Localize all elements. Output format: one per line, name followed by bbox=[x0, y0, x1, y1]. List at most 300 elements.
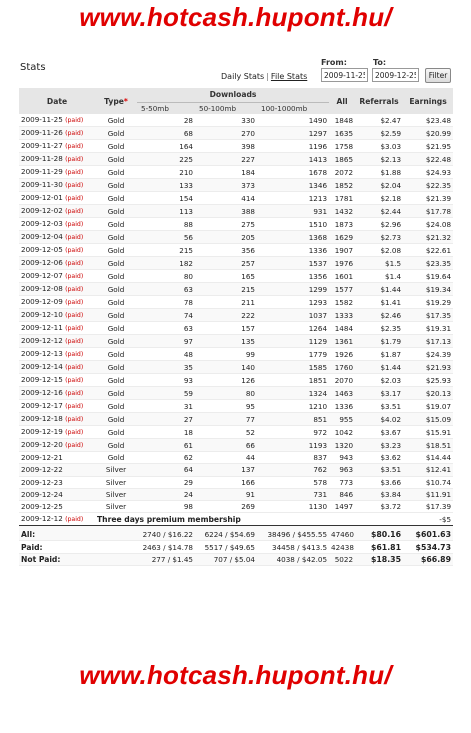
downloads-5-50mb-cell: 225 bbox=[137, 153, 195, 166]
table-row bbox=[19, 426, 453, 439]
row-date: 2009-11-26 bbox=[21, 128, 63, 137]
row-date: 2009-12-12 bbox=[21, 336, 63, 345]
date-cell bbox=[19, 309, 95, 322]
earnings-cell: $24.39 bbox=[403, 348, 453, 361]
paid-badge: (paid) bbox=[65, 117, 84, 124]
type-cell: Gold bbox=[95, 114, 137, 127]
row-date: 2009-11-28 bbox=[21, 154, 63, 163]
file-stats-link[interactable]: File Stats bbox=[270, 72, 308, 81]
downloads-5-50mb-cell: 164 bbox=[137, 140, 195, 153]
table-row bbox=[19, 387, 453, 400]
earnings-cell: $24.08 bbox=[403, 218, 453, 231]
downloads-100-1000mb-cell: 972 bbox=[257, 426, 329, 439]
type-cell: Gold bbox=[95, 257, 137, 270]
downloads-100-1000mb-cell: 1537 bbox=[257, 257, 329, 270]
totals-row-all bbox=[19, 526, 453, 541]
header-5-50mb[interactable]: 5-50mb bbox=[137, 102, 195, 114]
paid-badge: (paid) bbox=[65, 286, 84, 293]
header-all[interactable]: All bbox=[329, 88, 355, 114]
date-cell bbox=[19, 464, 95, 476]
downloads-50-100mb-cell: 157 bbox=[195, 322, 257, 335]
table-row bbox=[19, 400, 453, 413]
referrals-cell: $2.35 bbox=[355, 322, 403, 335]
downloads-50-100mb-cell: 227 bbox=[195, 153, 257, 166]
totals-earnings: $534.73 bbox=[403, 541, 453, 553]
downloads-100-1000mb-cell: 1213 bbox=[257, 192, 329, 205]
referrals-cell: $3.72 bbox=[355, 501, 403, 513]
downloads-100-1000mb-cell: 578 bbox=[257, 476, 329, 488]
all-cell: 1907 bbox=[329, 244, 355, 257]
earnings-cell: $10.74 bbox=[403, 476, 453, 488]
downloads-50-100mb-cell: 77 bbox=[195, 413, 257, 426]
downloads-100-1000mb-cell: 731 bbox=[257, 488, 329, 500]
all-cell: 1635 bbox=[329, 127, 355, 140]
table-row bbox=[19, 244, 453, 257]
paid-badge: (paid) bbox=[65, 312, 84, 319]
type-cell: Silver bbox=[95, 464, 137, 476]
type-cell: Gold bbox=[95, 127, 137, 140]
type-cell: Gold bbox=[95, 374, 137, 387]
downloads-5-50mb-cell: 80 bbox=[137, 270, 195, 283]
table-row bbox=[19, 231, 453, 244]
date-cell bbox=[19, 218, 95, 231]
date-cell bbox=[19, 400, 95, 413]
referrals-cell: $1.87 bbox=[355, 348, 403, 361]
referrals-cell: $2.59 bbox=[355, 127, 403, 140]
special-date-cell: 2009-12-12 (paid) bbox=[19, 513, 95, 526]
downloads-100-1000mb-cell: 1299 bbox=[257, 283, 329, 296]
table-row bbox=[19, 488, 453, 500]
all-cell: 1601 bbox=[329, 270, 355, 283]
type-cell: Gold bbox=[95, 452, 137, 464]
downloads-50-100mb-cell: 205 bbox=[195, 231, 257, 244]
downloads-5-50mb-cell: 215 bbox=[137, 244, 195, 257]
all-cell: 1873 bbox=[329, 218, 355, 231]
downloads-50-100mb-cell: 215 bbox=[195, 283, 257, 296]
earnings-cell: $19.34 bbox=[403, 283, 453, 296]
referrals-cell: $2.73 bbox=[355, 231, 403, 244]
totals-referrals: $61.81 bbox=[355, 541, 403, 553]
downloads-5-50mb-cell: 93 bbox=[137, 374, 195, 387]
type-cell: Gold bbox=[95, 296, 137, 309]
all-cell: 773 bbox=[329, 476, 355, 488]
row-date: 2009-12-05 bbox=[21, 245, 63, 254]
downloads-100-1000mb-cell: 1413 bbox=[257, 153, 329, 166]
downloads-100-1000mb-cell: 1779 bbox=[257, 348, 329, 361]
downloads-5-50mb-cell: 59 bbox=[137, 387, 195, 400]
earnings-cell: $17.39 bbox=[403, 501, 453, 513]
downloads-50-100mb-cell: 80 bbox=[195, 387, 257, 400]
paid-badge: (paid) bbox=[65, 403, 84, 410]
all-cell: 1577 bbox=[329, 283, 355, 296]
referrals-cell: $2.18 bbox=[355, 192, 403, 205]
downloads-5-50mb-cell: 62 bbox=[137, 452, 195, 464]
type-cell: Gold bbox=[95, 348, 137, 361]
downloads-100-1000mb-cell: 762 bbox=[257, 464, 329, 476]
table-row bbox=[19, 361, 453, 374]
downloads-100-1000mb-cell: 1510 bbox=[257, 218, 329, 231]
date-cell bbox=[19, 166, 95, 179]
downloads-5-50mb-cell: 182 bbox=[137, 257, 195, 270]
type-cell: Gold bbox=[95, 387, 137, 400]
downloads-100-1000mb-cell: 1678 bbox=[257, 166, 329, 179]
table-row bbox=[19, 501, 453, 513]
header-type[interactable]: Type* bbox=[95, 88, 137, 114]
totals-d3: 38496 / $455.55 bbox=[257, 526, 329, 541]
paid-badge: (paid) bbox=[65, 325, 84, 332]
table-row bbox=[19, 283, 453, 296]
downloads-5-50mb-cell: 64 bbox=[137, 464, 195, 476]
downloads-5-50mb-cell: 35 bbox=[137, 361, 195, 374]
all-cell: 846 bbox=[329, 488, 355, 500]
all-cell: 1333 bbox=[329, 309, 355, 322]
type-cell: Gold bbox=[95, 218, 137, 231]
nav-separator: | bbox=[266, 72, 269, 81]
referrals-cell: $3.51 bbox=[355, 400, 403, 413]
bottom-banner-text: www.hotcash.hupont.hu/ bbox=[79, 660, 392, 690]
type-cell: Silver bbox=[95, 501, 137, 513]
type-cell: Gold bbox=[95, 400, 137, 413]
row-date: 2009-12-07 bbox=[21, 271, 63, 280]
row-date: 2009-11-27 bbox=[21, 141, 63, 150]
date-cell bbox=[19, 257, 95, 270]
paid-badge: (paid) bbox=[65, 143, 84, 150]
date-cell bbox=[19, 270, 95, 283]
earnings-cell: $12.41 bbox=[403, 464, 453, 476]
type-cell: Gold bbox=[95, 439, 137, 452]
totals-earnings: $601.63 bbox=[403, 526, 453, 541]
referrals-cell: $1.44 bbox=[355, 283, 403, 296]
earnings-cell: $17.78 bbox=[403, 205, 453, 218]
row-date: 2009-11-25 bbox=[21, 115, 63, 124]
type-cell: Gold bbox=[95, 335, 137, 348]
row-date: 2009-12-01 bbox=[21, 193, 63, 202]
downloads-5-50mb-cell: 78 bbox=[137, 296, 195, 309]
date-cell bbox=[19, 452, 95, 464]
totals-earnings: $66.89 bbox=[403, 553, 453, 565]
downloads-100-1000mb-cell: 1037 bbox=[257, 309, 329, 322]
referrals-cell: $2.03 bbox=[355, 374, 403, 387]
paid-badge: (paid) bbox=[65, 377, 84, 384]
all-cell: 1926 bbox=[329, 348, 355, 361]
earnings-cell: $17.13 bbox=[403, 335, 453, 348]
referrals-cell: $2.46 bbox=[355, 309, 403, 322]
downloads-5-50mb-cell: 31 bbox=[137, 400, 195, 413]
downloads-50-100mb-cell: 135 bbox=[195, 335, 257, 348]
downloads-100-1000mb-cell: 931 bbox=[257, 205, 329, 218]
referrals-cell: $2.08 bbox=[355, 244, 403, 257]
downloads-100-1000mb-cell: 1585 bbox=[257, 361, 329, 374]
downloads-50-100mb-cell: 356 bbox=[195, 244, 257, 257]
all-cell: 1336 bbox=[329, 400, 355, 413]
earnings-cell: $19.64 bbox=[403, 270, 453, 283]
referrals-cell: $1.44 bbox=[355, 361, 403, 374]
downloads-100-1000mb-cell: 1210 bbox=[257, 400, 329, 413]
date-cell bbox=[19, 488, 95, 500]
row-date: 2009-12-20 bbox=[21, 440, 63, 449]
downloads-50-100mb-cell: 275 bbox=[195, 218, 257, 231]
referrals-cell: $3.23 bbox=[355, 439, 403, 452]
date-cell bbox=[19, 283, 95, 296]
daily-stats-label: Daily Stats bbox=[221, 72, 265, 81]
paid-badge: (paid) bbox=[65, 208, 84, 215]
downloads-5-50mb-cell: 113 bbox=[137, 205, 195, 218]
downloads-100-1000mb-cell: 1490 bbox=[257, 114, 329, 127]
paid-badge: (paid) bbox=[65, 130, 84, 137]
downloads-100-1000mb-cell: 1196 bbox=[257, 140, 329, 153]
table-row bbox=[19, 218, 453, 231]
paid-badge: (paid) bbox=[65, 182, 84, 189]
downloads-50-100mb-cell: 44 bbox=[195, 452, 257, 464]
date-cell bbox=[19, 153, 95, 166]
date-cell bbox=[19, 192, 95, 205]
date-cell bbox=[19, 140, 95, 153]
referrals-cell: $2.96 bbox=[355, 218, 403, 231]
row-date: 2009-12-19 bbox=[21, 427, 63, 436]
row-date: 2009-12-16 bbox=[21, 388, 63, 397]
type-cell: Gold bbox=[95, 140, 137, 153]
earnings-cell: $23.35 bbox=[403, 257, 453, 270]
header-date[interactable]: Date bbox=[19, 88, 95, 114]
table-row bbox=[19, 257, 453, 270]
all-cell: 1497 bbox=[329, 501, 355, 513]
paid-badge: (paid) bbox=[65, 416, 84, 423]
totals-all: 42438 bbox=[331, 542, 354, 552]
to-label: To: bbox=[373, 58, 387, 67]
page-title: Stats bbox=[20, 62, 46, 73]
earnings-cell: $15.91 bbox=[403, 426, 453, 439]
downloads-50-100mb-cell: 91 bbox=[195, 488, 257, 500]
header-100-1000mb[interactable]: 100-1000mb bbox=[257, 102, 329, 114]
downloads-5-50mb-cell: 133 bbox=[137, 179, 195, 192]
earnings-cell: $15.09 bbox=[403, 413, 453, 426]
type-cell: Gold bbox=[95, 283, 137, 296]
earnings-cell: $17.35 bbox=[403, 309, 453, 322]
stats-nav bbox=[221, 72, 307, 81]
date-cell bbox=[19, 127, 95, 140]
totals-d2: 6224 / $54.69 bbox=[195, 526, 257, 541]
row-date: 2009-12-13 bbox=[21, 349, 63, 358]
row-date: 2009-12-23 bbox=[21, 477, 63, 487]
earnings-cell: $14.44 bbox=[403, 452, 453, 464]
downloads-50-100mb-cell: 52 bbox=[195, 426, 257, 439]
downloads-100-1000mb-cell: 1297 bbox=[257, 127, 329, 140]
type-cell: Gold bbox=[95, 166, 137, 179]
date-cell bbox=[19, 322, 95, 335]
type-cell: Gold bbox=[95, 361, 137, 374]
all-cell: 1463 bbox=[329, 387, 355, 400]
row-date: 2009-12-17 bbox=[21, 401, 63, 410]
earnings-cell: $22.48 bbox=[403, 153, 453, 166]
downloads-100-1000mb-cell: 1368 bbox=[257, 231, 329, 244]
downloads-100-1000mb-cell: 1193 bbox=[257, 439, 329, 452]
totals-row-not-paid bbox=[19, 553, 453, 565]
type-cell: Gold bbox=[95, 153, 137, 166]
stats-summary bbox=[19, 513, 453, 566]
row-date: 2009-12-24 bbox=[21, 490, 63, 500]
type-cell: Silver bbox=[95, 488, 137, 500]
to-date-input[interactable] bbox=[372, 68, 419, 82]
downloads-100-1000mb-cell: 1293 bbox=[257, 296, 329, 309]
downloads-5-50mb-cell: 61 bbox=[137, 439, 195, 452]
downloads-5-50mb-cell: 98 bbox=[137, 501, 195, 513]
downloads-5-50mb-cell: 74 bbox=[137, 309, 195, 322]
table-row bbox=[19, 127, 453, 140]
earnings-cell: $19.07 bbox=[403, 400, 453, 413]
downloads-50-100mb-cell: 66 bbox=[195, 439, 257, 452]
type-cell: Gold bbox=[95, 309, 137, 322]
date-cell bbox=[19, 374, 95, 387]
downloads-5-50mb-cell: 27 bbox=[137, 413, 195, 426]
earnings-cell: $21.95 bbox=[403, 140, 453, 153]
downloads-100-1000mb-cell: 1130 bbox=[257, 501, 329, 513]
paid-badge: (paid) bbox=[65, 169, 84, 176]
earnings-cell: $24.93 bbox=[403, 166, 453, 179]
date-cell bbox=[19, 231, 95, 244]
table-row bbox=[19, 335, 453, 348]
header-50-100mb[interactable]: 50-100mb bbox=[195, 102, 257, 114]
downloads-5-50mb-cell: 210 bbox=[137, 166, 195, 179]
table-row bbox=[19, 140, 453, 153]
date-cell bbox=[19, 179, 95, 192]
downloads-5-50mb-cell: 88 bbox=[137, 218, 195, 231]
referrals-cell: $1.4 bbox=[355, 270, 403, 283]
paid-badge: (paid) bbox=[65, 442, 84, 449]
row-date: 2009-12-04 bbox=[21, 232, 63, 241]
type-cell: Gold bbox=[95, 322, 137, 335]
header-earnings[interactable]: Earnings bbox=[403, 88, 453, 114]
all-cell: 1629 bbox=[329, 231, 355, 244]
table-row bbox=[19, 476, 453, 488]
table-row bbox=[19, 270, 453, 283]
table-row bbox=[19, 374, 453, 387]
date-cell bbox=[19, 244, 95, 257]
totals-d2: 5517 / $49.65 bbox=[195, 541, 257, 553]
referrals-cell: $3.67 bbox=[355, 426, 403, 439]
type-cell: Gold bbox=[95, 205, 137, 218]
table-row bbox=[19, 296, 453, 309]
date-cell bbox=[19, 476, 95, 488]
totals-d2: 707 / $5.04 bbox=[195, 553, 257, 565]
earnings-cell: $21.93 bbox=[403, 361, 453, 374]
downloads-100-1000mb-cell: 837 bbox=[257, 452, 329, 464]
date-cell bbox=[19, 387, 95, 400]
all-cell: 2072 bbox=[329, 166, 355, 179]
header-referrals[interactable]: Referrals bbox=[355, 88, 403, 114]
downloads-100-1000mb-cell: 1356 bbox=[257, 270, 329, 283]
totals-d1: 2740 / $16.22 bbox=[137, 526, 195, 541]
type-cell: Gold bbox=[95, 231, 137, 244]
date-cell bbox=[19, 114, 95, 127]
date-cell bbox=[19, 296, 95, 309]
table-row bbox=[19, 153, 453, 166]
paid-badge: (paid) bbox=[65, 351, 84, 358]
table-row bbox=[19, 179, 453, 192]
all-cell: 1758 bbox=[329, 140, 355, 153]
referrals-cell: $1.41 bbox=[355, 296, 403, 309]
date-cell bbox=[19, 348, 95, 361]
earnings-cell: $20.99 bbox=[403, 127, 453, 140]
earnings-cell: $20.13 bbox=[403, 387, 453, 400]
row-date: 2009-11-29 bbox=[21, 167, 63, 176]
totals-label: All: bbox=[19, 526, 137, 541]
downloads-100-1000mb-cell: 851 bbox=[257, 413, 329, 426]
all-cell: 1781 bbox=[329, 192, 355, 205]
table-row bbox=[19, 309, 453, 322]
filter-button[interactable]: Filter bbox=[425, 68, 451, 83]
earnings-cell: $23.48 bbox=[403, 114, 453, 127]
date-cell bbox=[19, 361, 95, 374]
referrals-cell: $4.02 bbox=[355, 413, 403, 426]
row-date: 2009-12-15 bbox=[21, 375, 63, 384]
all-cell: 1976 bbox=[329, 257, 355, 270]
date-cell bbox=[19, 335, 95, 348]
date-cell bbox=[19, 413, 95, 426]
row-date: 2009-12-10 bbox=[21, 310, 63, 319]
type-cell: Gold bbox=[95, 192, 137, 205]
paid-badge: (paid) bbox=[65, 234, 84, 241]
special-earnings: -$5 bbox=[403, 513, 453, 526]
totals-d1: 2463 / $14.78 bbox=[137, 541, 195, 553]
date-cell bbox=[19, 205, 95, 218]
table-row bbox=[19, 322, 453, 335]
downloads-5-50mb-cell: 63 bbox=[137, 283, 195, 296]
referrals-cell: $1.79 bbox=[355, 335, 403, 348]
paid-badge: (paid) bbox=[65, 260, 84, 267]
referrals-cell: $3.17 bbox=[355, 387, 403, 400]
type-cell: Gold bbox=[95, 270, 137, 283]
all-cell: 955 bbox=[329, 413, 355, 426]
table-row bbox=[19, 413, 453, 426]
stats-rows bbox=[19, 114, 453, 513]
totals-row-paid bbox=[19, 541, 453, 553]
referrals-cell: $2.47 bbox=[355, 114, 403, 127]
downloads-50-100mb-cell: 95 bbox=[195, 400, 257, 413]
row-date: 2009-12-11 bbox=[21, 323, 63, 332]
paid-badge: (paid) bbox=[65, 195, 84, 202]
downloads-50-100mb-cell: 126 bbox=[195, 374, 257, 387]
from-date-input[interactable] bbox=[321, 68, 368, 82]
paid-badge: (paid) bbox=[65, 338, 84, 345]
table-row bbox=[19, 192, 453, 205]
type-cell: Gold bbox=[95, 426, 137, 439]
downloads-50-100mb-cell: 373 bbox=[195, 179, 257, 192]
totals-d3: 34458 / $413.5 bbox=[257, 541, 329, 553]
row-date: 2009-12-06 bbox=[21, 258, 63, 267]
totals-d3: 4038 / $42.05 bbox=[257, 553, 329, 565]
top-banner-text: www.hotcash.hupont.hu/ bbox=[79, 2, 392, 32]
date-cell bbox=[19, 439, 95, 452]
table-row bbox=[19, 439, 453, 452]
downloads-5-50mb-cell: 18 bbox=[137, 426, 195, 439]
special-description: Three days premium membership bbox=[95, 513, 403, 526]
row-date: 2009-12-02 bbox=[21, 206, 63, 215]
header-downloads: Downloads bbox=[137, 88, 329, 102]
row-date: 2009-12-18 bbox=[21, 414, 63, 423]
downloads-5-50mb-cell: 154 bbox=[137, 192, 195, 205]
downloads-50-100mb-cell: 137 bbox=[195, 464, 257, 476]
row-date: 2009-12-14 bbox=[21, 362, 63, 371]
paid-badge: (paid) bbox=[65, 156, 84, 163]
all-cell: 1852 bbox=[329, 179, 355, 192]
all-cell: 1361 bbox=[329, 335, 355, 348]
downloads-5-50mb-cell: 28 bbox=[137, 114, 195, 127]
all-cell: 1484 bbox=[329, 322, 355, 335]
paid-badge: (paid) bbox=[65, 429, 84, 436]
special-row bbox=[19, 513, 453, 526]
referrals-cell: $2.13 bbox=[355, 153, 403, 166]
table-row bbox=[19, 348, 453, 361]
